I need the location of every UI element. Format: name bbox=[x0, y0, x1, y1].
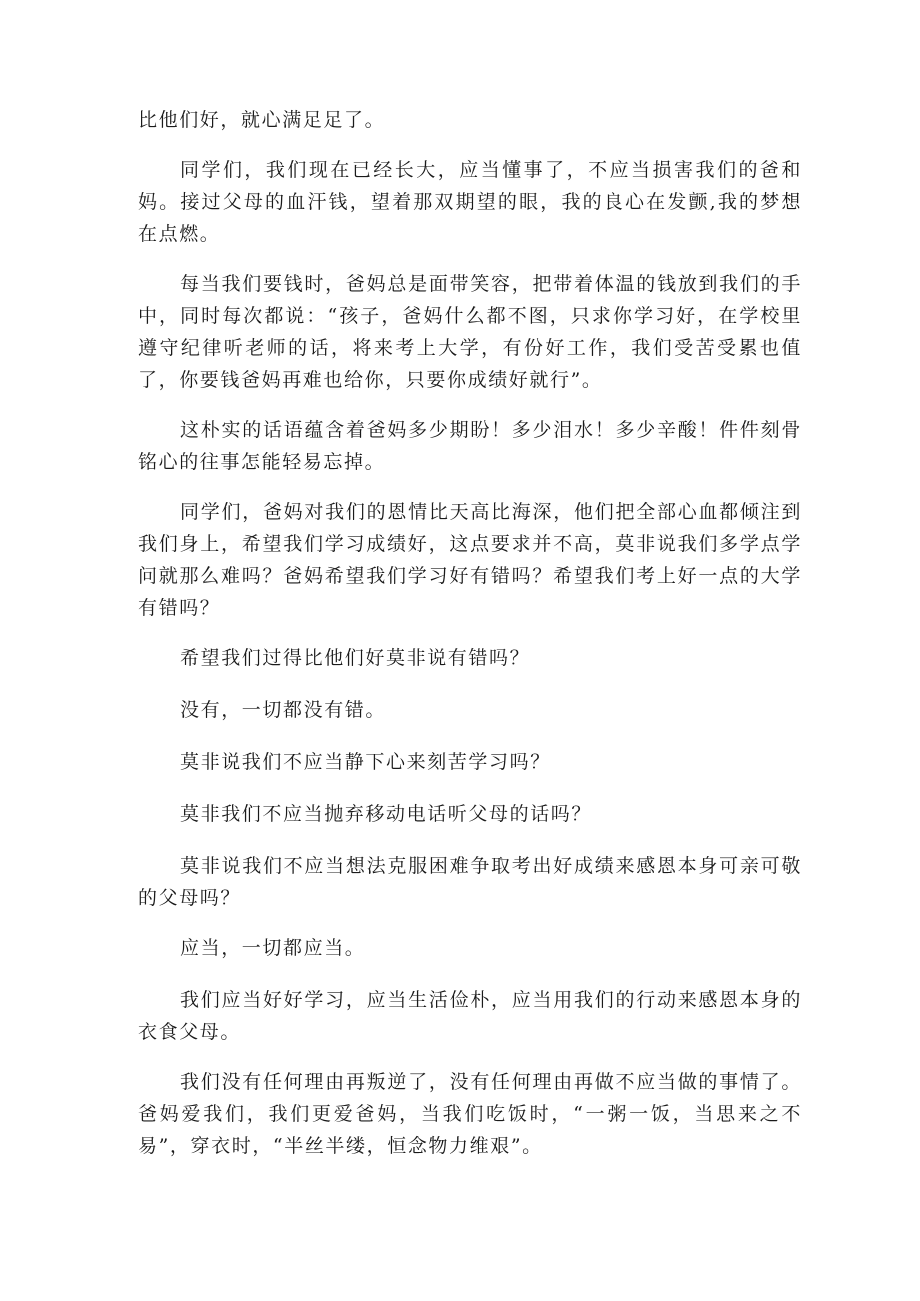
document-body bbox=[138, 104, 802, 1180]
paragraph: 这朴实的话语蕴含着爸妈多少期盼！多少泪水！多少辛酸！件件刻骨铭心的往事怎能轻易忘掉。 bbox=[138, 419, 802, 473]
paragraph: 同学们，爸妈对我们的恩情比天高比海深，他们把全部心血都倾注到我们身上，希望我们学习成绩好，这点要求并不高，莫非说我们多学点学问就那么难吗？爸妈希望我们学习好有错吗？希望我们考上好一点的大学有错吗？ bbox=[138, 501, 802, 619]
paragraph: 每当我们要钱时，爸妈总是面带笑容，把带着体温的钱放到我们的手中，同时每次都说：“孩子，爸妈什么都不图，只求你学习好，在学校里遵守纪律听老师的话，将来考上大学，有份好工作，我们受苦受累也值了，你要钱爸妈再难也给你，只要你成绩好就行”。 bbox=[138, 273, 802, 391]
paragraph: 莫非我们不应当抛弃移动电话听父母的话吗？ bbox=[180, 803, 593, 825]
paragraph: 没有，一切都没有错。 bbox=[180, 699, 387, 721]
paragraph: 希望我们过得比他们好莫非说有错吗？ bbox=[180, 647, 531, 669]
paragraph: 应当，一切都应当。 bbox=[180, 937, 366, 959]
paragraph: 我们应当好好学习，应当生活俭朴，应当用我们的行动来感恩本身的衣食父母。 bbox=[138, 989, 802, 1043]
paragraph: 莫非说我们不应当静下心来刻苦学习吗？ bbox=[180, 751, 551, 773]
paragraph: 同学们，我们现在已经长大，应当懂事了，不应当损害我们的爸和妈。接过父母的血汗钱，望着那双期望的眼，我的良心在发颤,我的梦想在点燃。 bbox=[138, 159, 802, 245]
paragraph-continuation: 比他们好，就心满足足了。 bbox=[138, 109, 386, 131]
paragraph: 莫非说我们不应当想法克服困难争取考出好成绩来感恩本身可亲可敬的父母吗？ bbox=[138, 855, 802, 909]
paragraph: 我们没有任何理由再叛逆了，没有任何理由再做不应当做的事情了。爸妈爱我们，我们更爱爸妈，当我们吃饭时，“一粥一饭，当思来之不易”，穿衣时，“半丝半缕，恒念物力维艰”。 bbox=[138, 1071, 802, 1157]
